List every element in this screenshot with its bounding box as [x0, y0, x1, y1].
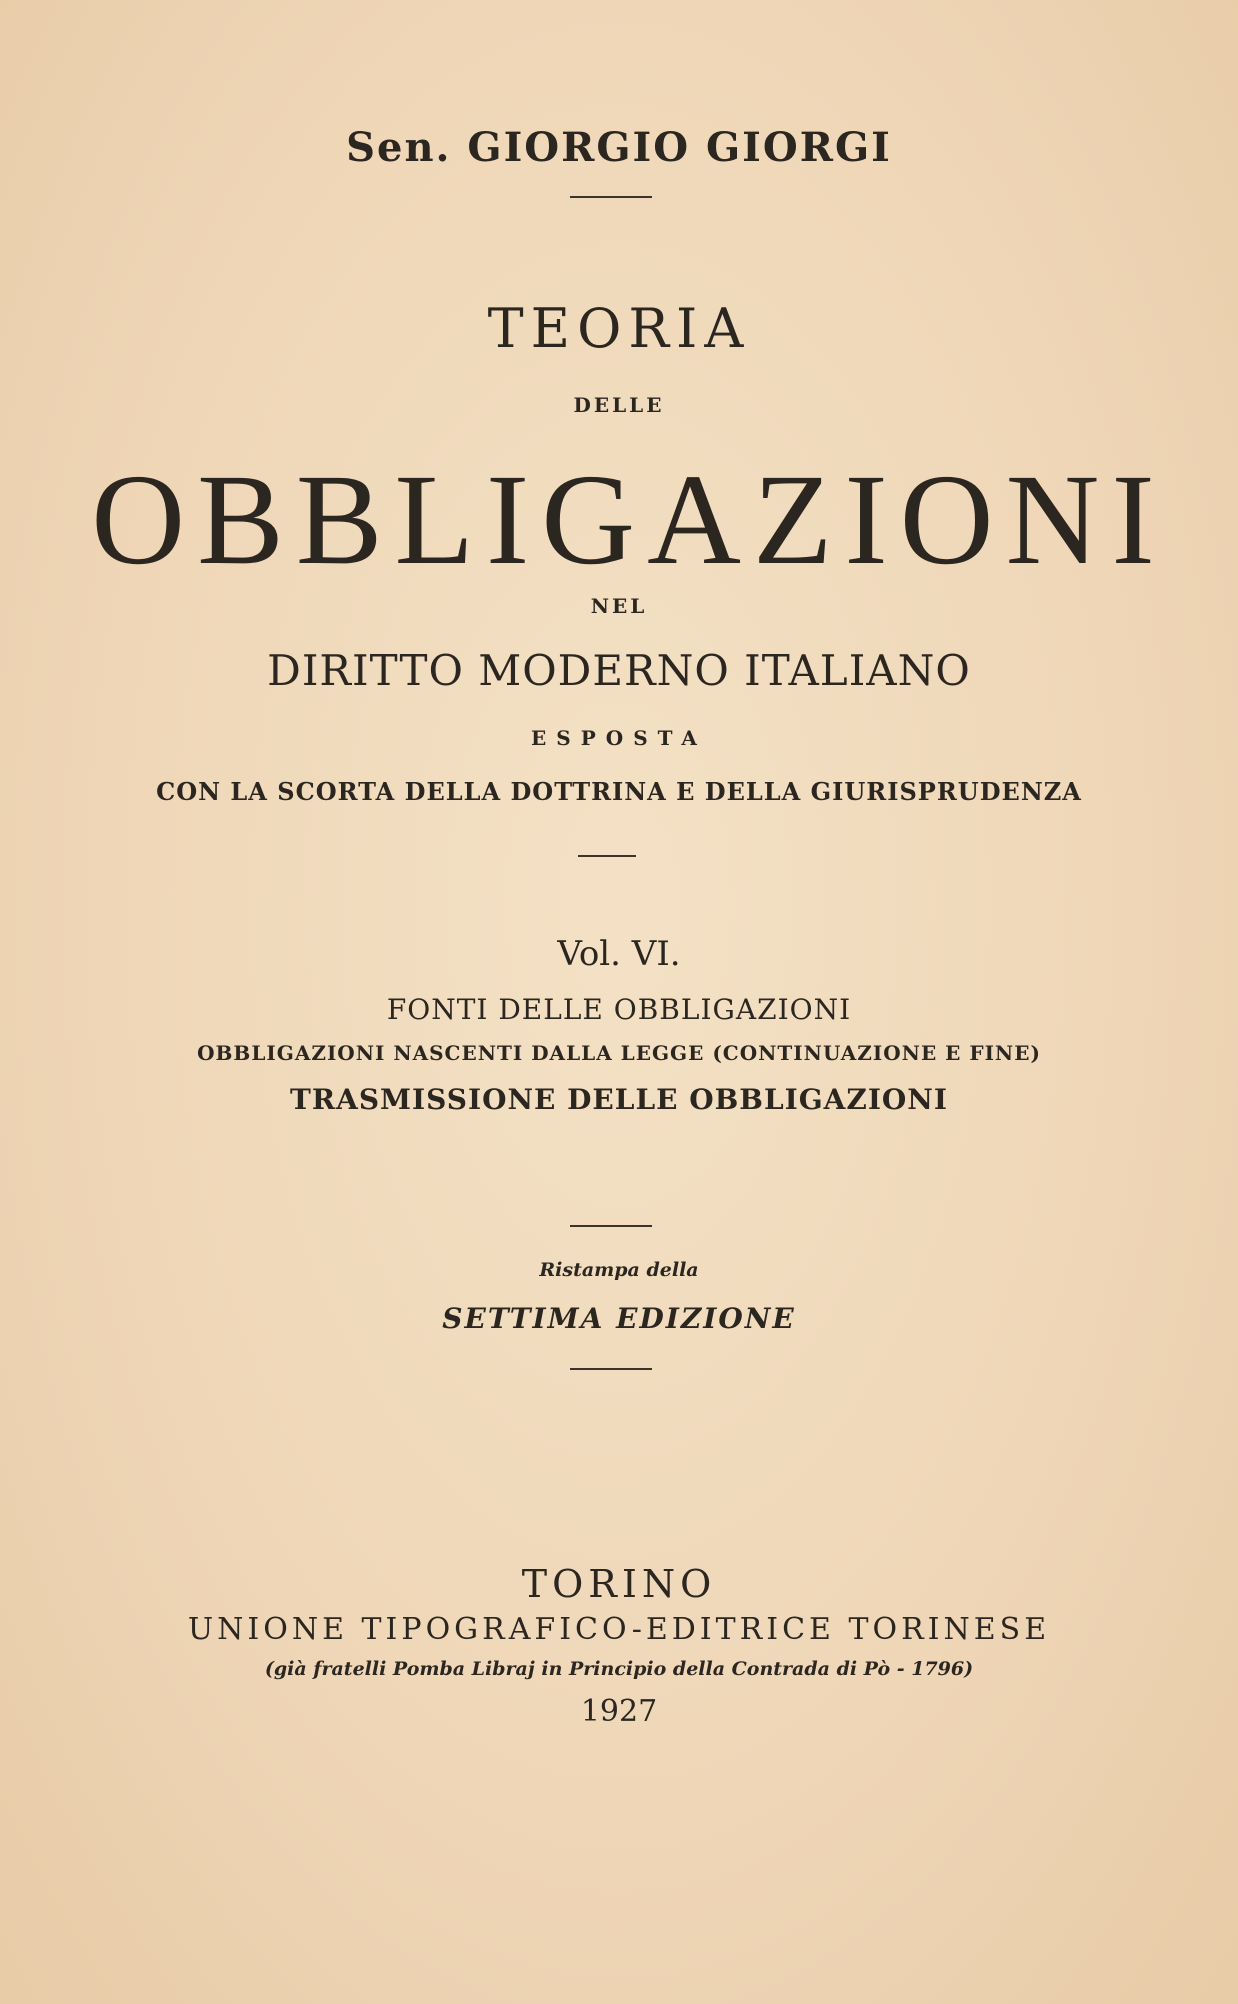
title-line-1: TEORIA [487, 297, 751, 360]
title-connector-delle: DELLE [573, 393, 665, 417]
publisher-name: UNIONE TIPOGRAFICO-EDITRICE TORINESE [187, 1612, 1051, 1647]
title-line-2: DIRITTO MODERNO ITALIANO [267, 646, 971, 695]
edition-divider-top [570, 1225, 652, 1227]
contents-line-1: FONTI DELLE OBBLIGAZIONI [386, 993, 852, 1026]
author-divider [570, 196, 652, 198]
main-title: OBBLIGAZIONI [91, 448, 1167, 592]
volume-number: Vol. VI. [557, 934, 681, 974]
reprint-note: Ristampa della [539, 1259, 699, 1281]
title-connector-nel: NEL [590, 594, 648, 618]
subtitle: CON LA SCORTA DELLA DOTTRINA E DELLA GIURISPRUDENZA [156, 777, 1082, 806]
publication-city: TORINO [521, 1562, 717, 1606]
contents-line-2: OBBLIGAZIONI NASCENTI DALLA LEGGE (CONTINUAZIONE E FINE) [197, 1041, 1041, 1065]
subtitle-divider [578, 855, 636, 857]
publication-year: 1927 [580, 1694, 658, 1729]
exposed-label: ESPOSTA [531, 726, 707, 750]
publisher-note: (già fratelli Pomba Libraj in Principio della Contrada di Pò - 1796) [264, 1658, 974, 1680]
edition-label: SETTIMA EDIZIONE [442, 1302, 796, 1335]
edition-divider-bottom [570, 1368, 652, 1370]
author-name: Sen. GIORGIO GIORGI [346, 124, 892, 171]
contents-line-3: TRASMISSIONE DELLE OBBLIGAZIONI [290, 1083, 948, 1116]
